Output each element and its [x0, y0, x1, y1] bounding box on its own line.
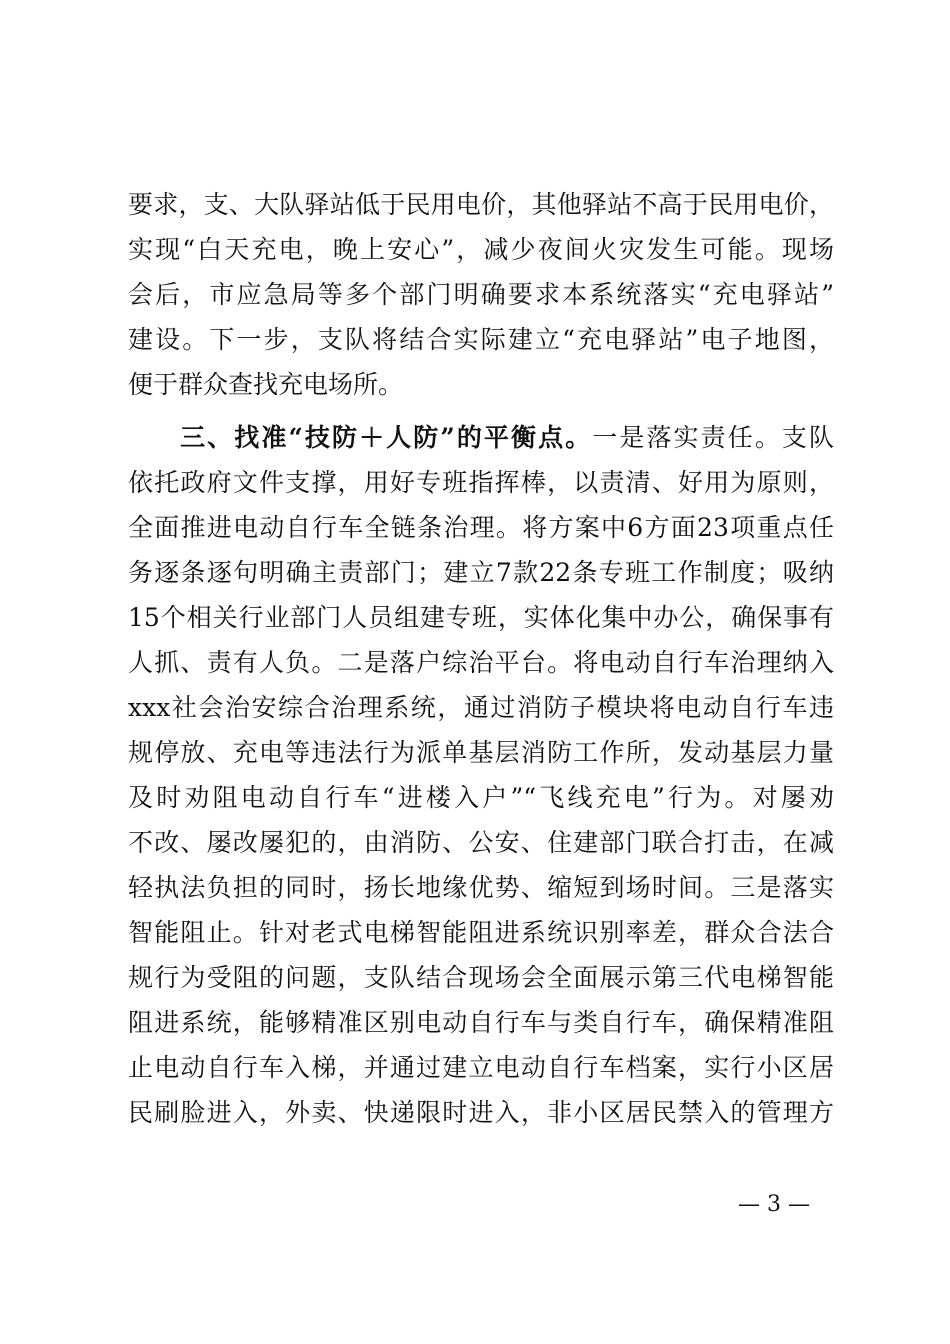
paragraph-section-three	[128, 415, 834, 1135]
text-line: xxx社会治安综合治理系统，通过消防子模块将电动自行车违	[128, 693, 834, 722]
text-line: 人抓、责有人负。二是落户综治平台。将电动自行车治理纳入	[128, 648, 834, 677]
text-line-with-heading	[128, 415, 834, 460]
text-line: 全面推进电动自行车全链条治理。将方案中6方面23项重点任	[128, 513, 834, 542]
text-line: 要求，支、大队驿站低于民用电价，其他驿站不高于民用电价，	[128, 190, 834, 219]
text-line: 阻进系统，能够精准区别电动自行车与类自行车，确保精准阻	[128, 1008, 834, 1037]
text-line: 规行为受阻的问题，支队结合现场会全面展示第三代电梯智能	[128, 963, 834, 992]
paragraph-gap	[128, 407, 834, 415]
text-line: 智能阻止。针对老式电梯智能阻进系统识别率差，群众合法合	[128, 918, 834, 947]
page-number: — 3 —	[738, 1192, 810, 1217]
text-line: 建设。下一步，支队将结合实际建立“充电驿站”电子地图，	[128, 325, 834, 354]
text-line: 实现“白天充电，晚上安心”，减少夜间火灾发生可能。现场	[128, 235, 834, 264]
text-line: 便于群众查找充电场所。	[128, 370, 404, 399]
text-line: 轻执法负担的同时，扬长地缘优势、缩短到场时间。三是落实	[128, 873, 834, 902]
text-line: 会后，市应急局等多个部门明确要求本系统落实“充电驿站”	[128, 280, 834, 309]
text-run: 一是落实责任。支队	[592, 423, 834, 452]
text-line: 民刷脸进入，外卖、快递限时进入，非小区居民禁入的管理方	[128, 1098, 834, 1127]
text-line: 务逐条逐句明确主责部门；建立7款22条专班工作制度；吸纳	[128, 558, 834, 587]
text-line: 15个相关行业部门人员组建专班，实体化集中办公，确保事有	[128, 603, 834, 632]
text-line: 依托政府文件支撑，用好专班指挥棒，以责清、好用为原则，	[128, 468, 834, 497]
text-line: 规停放、充电等违法行为派单基层消防工作所，发动基层力量	[128, 738, 834, 767]
paragraph-charging-station	[128, 182, 834, 407]
text-line: 及时劝阻电动自行车“进楼入户”“飞线充电”行为。对屡劝	[128, 783, 834, 812]
text-line: 不改、屡改屡犯的，由消防、公安、住建部门联合打击，在减	[128, 828, 834, 857]
text-line: 止电动自行车入梯，并通过建立电动自行车档案，实行小区居	[128, 1053, 834, 1082]
section-heading: 三、找准“技防＋人防”的平衡点。	[178, 423, 593, 452]
body-text	[128, 182, 834, 1135]
